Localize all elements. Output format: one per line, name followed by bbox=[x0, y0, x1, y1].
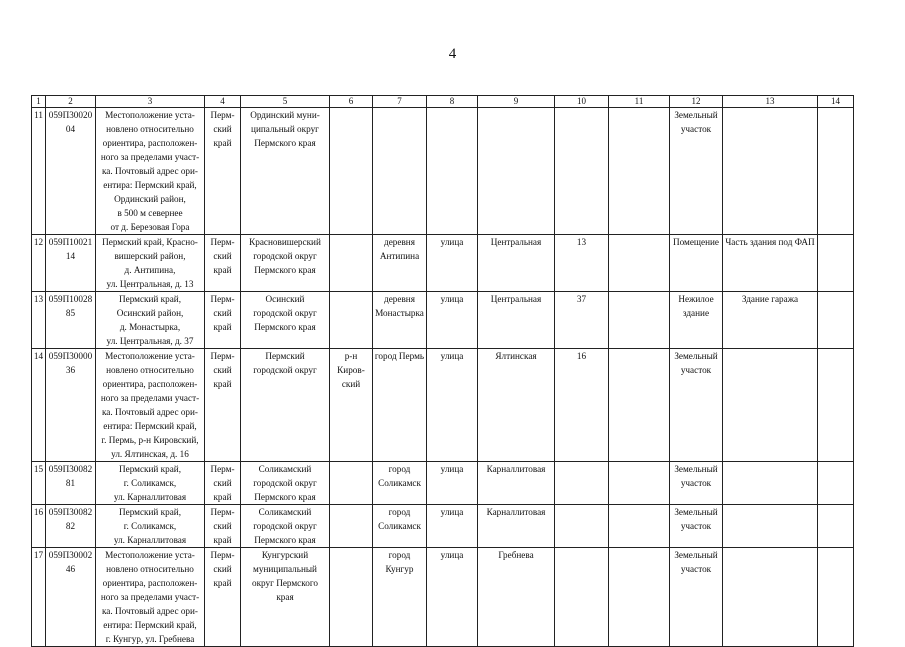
street-name-cell: Ялтинская bbox=[478, 349, 555, 462]
building-number-cell bbox=[609, 548, 670, 647]
column-header: 4 bbox=[205, 96, 241, 108]
settlement-cell: деревня Антипина bbox=[373, 235, 427, 292]
column-header: 9 bbox=[478, 96, 555, 108]
house-number-cell bbox=[555, 505, 609, 548]
address-cell: Пермский край, Осинский район, д. Монастырка, ул. Центральная, д. 37 bbox=[96, 292, 205, 349]
house-number-cell bbox=[555, 108, 609, 235]
registry-number-cell: 059П30020 04 bbox=[46, 108, 96, 235]
address-cell: Местоположение уста- новлено относительно ориентира, расположен- ного за пределами участ- ка. Почтовый адрес ори- ентира: Пермский край, г. Кунгур, ул. Гребнева bbox=[96, 548, 205, 647]
registry-number-cell: 059П10021 14 bbox=[46, 235, 96, 292]
table-row bbox=[32, 235, 854, 292]
object-type-cell: Земельный участок bbox=[670, 108, 723, 235]
street-type-cell: улица bbox=[427, 505, 478, 548]
table-row bbox=[32, 292, 854, 349]
building-number-cell bbox=[609, 462, 670, 505]
district-cell: р-н Киров- ский bbox=[330, 349, 373, 462]
region-cell: Перм- ский край bbox=[205, 548, 241, 647]
object-description-cell bbox=[723, 548, 818, 647]
municipality-cell: Красновишерский городской округ Пермского края bbox=[241, 235, 330, 292]
building-number-cell bbox=[609, 505, 670, 548]
object-type-cell: Земельный участок bbox=[670, 548, 723, 647]
extra-info-cell bbox=[818, 108, 854, 235]
building-number-cell bbox=[609, 235, 670, 292]
column-header: 8 bbox=[427, 96, 478, 108]
object-description-cell bbox=[723, 349, 818, 462]
row-number-cell: 13 bbox=[32, 292, 46, 349]
table-row bbox=[32, 505, 854, 548]
house-number-cell bbox=[555, 462, 609, 505]
settlement-cell: город Кунгур bbox=[373, 548, 427, 647]
column-header: 11 bbox=[609, 96, 670, 108]
settlement-cell: город Соликамск bbox=[373, 462, 427, 505]
district-cell bbox=[330, 462, 373, 505]
registry-number-cell: 059П30082 81 bbox=[46, 462, 96, 505]
row-number-cell: 12 bbox=[32, 235, 46, 292]
street-type-cell: улица bbox=[427, 292, 478, 349]
region-cell: Перм- ский край bbox=[205, 505, 241, 548]
street-type-cell: улица bbox=[427, 548, 478, 647]
building-number-cell bbox=[609, 108, 670, 235]
object-type-cell: Земельный участок bbox=[670, 349, 723, 462]
object-type-cell: Земельный участок bbox=[670, 505, 723, 548]
extra-info-cell bbox=[818, 505, 854, 548]
column-header: 2 bbox=[46, 96, 96, 108]
object-description-cell bbox=[723, 462, 818, 505]
street-name-cell: Карналлитовая bbox=[478, 505, 555, 548]
property-register-table bbox=[31, 95, 854, 647]
street-name-cell: Центральная bbox=[478, 235, 555, 292]
address-cell: Местоположение уста- новлено относительно ориентира, расположен- ного за пределами участ- ка. Почтовый адрес ори- ентира: Пермский край, Ординский район, в 500 м севернее от д. Березовая Гора bbox=[96, 108, 205, 235]
registry-number-cell: 059П30002 46 bbox=[46, 548, 96, 647]
settlement-cell: город Соликамск bbox=[373, 505, 427, 548]
municipality-cell: Кунгурский муниципальный округ Пермского края bbox=[241, 548, 330, 647]
street-name-cell: Центральная bbox=[478, 292, 555, 349]
object-type-cell: Нежилое здание bbox=[670, 292, 723, 349]
extra-info-cell bbox=[818, 349, 854, 462]
table-row bbox=[32, 462, 854, 505]
street-name-cell: Гребнева bbox=[478, 548, 555, 647]
settlement-cell: деревня Монастырка bbox=[373, 292, 427, 349]
row-number-cell: 16 bbox=[32, 505, 46, 548]
house-number-cell: 13 bbox=[555, 235, 609, 292]
registry-number-cell: 059П30000 36 bbox=[46, 349, 96, 462]
house-number-cell: 37 bbox=[555, 292, 609, 349]
street-type-cell bbox=[427, 108, 478, 235]
street-name-cell bbox=[478, 108, 555, 235]
table-row bbox=[32, 108, 854, 235]
column-header: 3 bbox=[96, 96, 205, 108]
header-row bbox=[32, 96, 854, 108]
region-cell: Перм- ский край bbox=[205, 462, 241, 505]
street-type-cell: улица bbox=[427, 462, 478, 505]
row-number-cell: 15 bbox=[32, 462, 46, 505]
house-number-cell bbox=[555, 548, 609, 647]
row-number-cell: 17 bbox=[32, 548, 46, 647]
column-header: 10 bbox=[555, 96, 609, 108]
registry-number-cell: 059П10028 85 bbox=[46, 292, 96, 349]
column-header: 14 bbox=[818, 96, 854, 108]
region-cell: Перм- ский край bbox=[205, 292, 241, 349]
registry-number-cell: 059П30082 82 bbox=[46, 505, 96, 548]
column-header: 12 bbox=[670, 96, 723, 108]
row-number-cell: 14 bbox=[32, 349, 46, 462]
object-description-cell bbox=[723, 505, 818, 548]
column-header: 1 bbox=[32, 96, 46, 108]
building-number-cell bbox=[609, 349, 670, 462]
municipality-cell: Ординский муни- ципальный округ Пермского края bbox=[241, 108, 330, 235]
table-row bbox=[32, 349, 854, 462]
table-row bbox=[32, 548, 854, 647]
district-cell bbox=[330, 505, 373, 548]
page-number: 4 bbox=[448, 46, 457, 62]
settlement-cell bbox=[373, 108, 427, 235]
district-cell bbox=[330, 108, 373, 235]
object-description-cell bbox=[723, 108, 818, 235]
municipality-cell: Соликамский городской округ Пермского края bbox=[241, 505, 330, 548]
street-type-cell: улица bbox=[427, 349, 478, 462]
row-number-cell: 11 bbox=[32, 108, 46, 235]
object-description-cell: Часть здания под ФАП bbox=[723, 235, 818, 292]
street-name-cell: Карналлитовая bbox=[478, 462, 555, 505]
district-cell bbox=[330, 235, 373, 292]
address-cell: Пермский край, г. Соликамск, ул. Карналлитовая bbox=[96, 462, 205, 505]
house-number-cell: 16 bbox=[555, 349, 609, 462]
extra-info-cell bbox=[818, 292, 854, 349]
column-header: 5 bbox=[241, 96, 330, 108]
municipality-cell: Соликамский городской округ Пермского края bbox=[241, 462, 330, 505]
extra-info-cell bbox=[818, 548, 854, 647]
object-description-cell: Здание гаража bbox=[723, 292, 818, 349]
municipality-cell: Пермский городской округ bbox=[241, 349, 330, 462]
municipality-cell: Осинский городской округ Пермского края bbox=[241, 292, 330, 349]
region-cell: Перм- ский край bbox=[205, 349, 241, 462]
object-type-cell: Земельный участок bbox=[670, 462, 723, 505]
column-header: 6 bbox=[330, 96, 373, 108]
district-cell bbox=[330, 548, 373, 647]
column-header: 13 bbox=[723, 96, 818, 108]
extra-info-cell bbox=[818, 235, 854, 292]
street-type-cell: улица bbox=[427, 235, 478, 292]
address-cell: Пермский край, г. Соликамск, ул. Карналлитовая bbox=[96, 505, 205, 548]
district-cell bbox=[330, 292, 373, 349]
building-number-cell bbox=[609, 292, 670, 349]
column-header: 7 bbox=[373, 96, 427, 108]
region-cell: Перм- ский край bbox=[205, 235, 241, 292]
object-type-cell: Помещение bbox=[670, 235, 723, 292]
extra-info-cell bbox=[818, 462, 854, 505]
address-cell: Местоположение уста- новлено относительно ориентира, расположен- ного за пределами участ- ка. Почтовый адрес ори- ентира: Пермский край, г. Пермь, р-н Кировский, ул. Ялтинская, д. 16 bbox=[96, 349, 205, 462]
settlement-cell: город Пермь bbox=[373, 349, 427, 462]
region-cell: Перм- ский край bbox=[205, 108, 241, 235]
address-cell: Пермский край, Красно- вишерский район, д. Антипина, ул. Центральная, д. 13 bbox=[96, 235, 205, 292]
